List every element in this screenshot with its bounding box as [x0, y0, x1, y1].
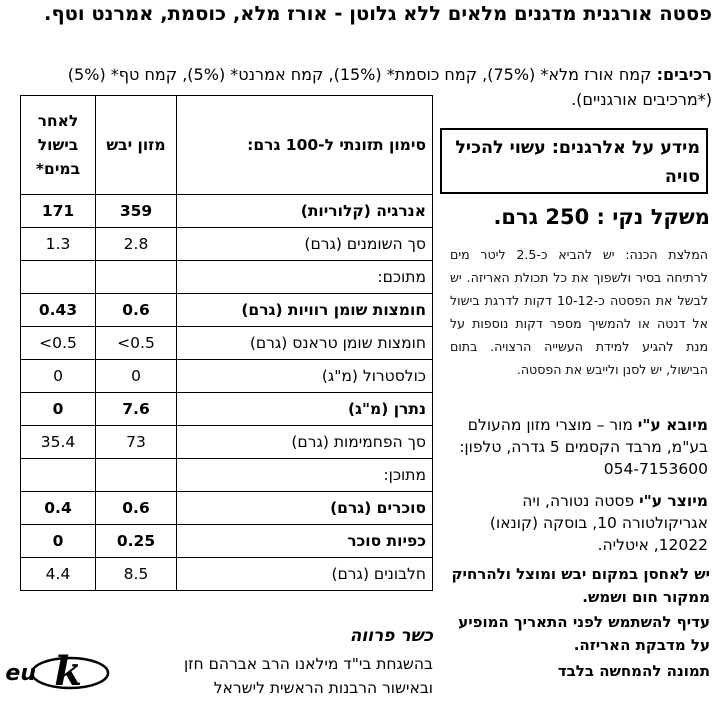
nutrition-row: [21, 327, 433, 360]
kosher-title: כשר פרווה: [349, 626, 433, 646]
nutrient-name: נתרן (מ"ג): [177, 393, 433, 426]
svg-text:eu: eu: [5, 661, 36, 686]
nutrition-row: [21, 261, 433, 294]
importer-label: מיובא ע"י: [637, 416, 708, 434]
cooked-value: [21, 261, 96, 294]
kosher-logo-graphic: [5, 648, 120, 695]
dry-value: 0.25: [96, 525, 177, 558]
cooked-value: 4.4: [21, 558, 96, 591]
nutrient-name: מתוכן:: [177, 459, 433, 492]
nutrient-name: חומצות שומן טראנס (גרם): [177, 327, 433, 360]
nutrient-name: כולסטרול (מ"ג): [177, 360, 433, 393]
dry-value: [96, 459, 177, 492]
ingredients-text: קמח אורז מלא* (75%), קמח כוסמת* (15%), קמח אמרנט* (5%), קמח טף* (5%) (*מרכיבים אורגניים).: [67, 65, 712, 109]
cooked-value: 0: [21, 525, 96, 558]
svg-text:k: k: [54, 648, 82, 695]
cooked-value: 0.43: [21, 294, 96, 327]
nutrition-row: [21, 459, 433, 492]
nutrition-row: [21, 195, 433, 228]
allergen-box: מידע על אלרגנים: עשוי להכיל סויה: [440, 128, 708, 194]
nutrition-row: [21, 426, 433, 459]
importer-info: [450, 414, 708, 480]
cooked-value: 171: [21, 195, 96, 228]
net-weight: משקל נקי : 250 גרם.: [493, 205, 710, 229]
dry-value: 0.6: [96, 492, 177, 525]
nutrition-row: [21, 294, 433, 327]
manufacturer-label: מיוצר ע"י: [639, 492, 708, 510]
dry-value: [96, 261, 177, 294]
nutrient-name: סוכרים (גרם): [177, 492, 433, 525]
nutrition-header-dry: מזון יבש: [96, 96, 177, 195]
nutrition-header-name: סימון תזונתי ל-100 גרם:: [177, 96, 433, 195]
image-disclaimer: תמונה להמחשה בלבד: [557, 662, 710, 680]
dry-value: 359: [96, 195, 177, 228]
nutrition-row: [21, 228, 433, 261]
dry-value: 8.5: [96, 558, 177, 591]
nutrition-row: [21, 558, 433, 591]
nutrition-row: [21, 393, 433, 426]
nutrient-name: סך הפחמימות (גרם): [177, 426, 433, 459]
nutrient-name: סך השומנים (גרם): [177, 228, 433, 261]
cooked-value: 0.4: [21, 492, 96, 525]
dry-value: 2.8: [96, 228, 177, 261]
dry-value: 0: [96, 360, 177, 393]
importer-text: מור – מוצרי מזון מהעולם בע"מ, מרבד הקסמים 5 גדרה, טלפון: 054-7153600: [459, 416, 708, 478]
cooked-value: 0: [21, 360, 96, 393]
cooked-value: 0.5>: [21, 327, 96, 360]
kosher-logo: [5, 648, 120, 697]
cooked-value: 1.3: [21, 228, 96, 261]
best-before-note: עדיף להשתמש לפני התאריך המופיע על מדבקת האריזה.: [458, 613, 710, 654]
nutrient-name: כפיות סוכר: [177, 525, 433, 558]
manufacturer-text: פסטה נטורה, ויה אגריקולטורה 10, בוסקה (קונאו) 12022, איטליה.: [489, 492, 708, 554]
dry-value: 7.6: [96, 393, 177, 426]
manufacturer-info: [450, 490, 708, 556]
preparation-instructions: המלצת הכנה: יש להביא כ-2.5 ליטר מים לרתיחה בסיר ולשפוך את כל תכולת האריזה. יש לבשל את הפסטה כ-10-12 דקות לדרגת בישול אל דנטה או להמשיך מספר דקות נוספות על מנת להגיע למידת העשייה הרצויה. בתום הבישול, יש לסנן ולייבש את הפסטה.: [450, 247, 709, 377]
dry-value: 0.6: [96, 294, 177, 327]
cooked-value: 35.4: [21, 426, 96, 459]
nutrient-name: אנרגיה (קלוריות): [177, 195, 433, 228]
dry-value: 73: [96, 426, 177, 459]
nutrition-table: [20, 95, 433, 591]
nutrition-row: [21, 525, 433, 558]
cooked-value: [21, 459, 96, 492]
kosher-text: בהשגחת בי"ד מילאנו הרב אברהם חזן ובאישור הרבנות הראשית לישראל: [183, 655, 433, 697]
nutrition-header-row: [21, 96, 433, 195]
nutrition-row: [21, 492, 433, 525]
nutrient-name: חומצות שומן רוויות (גרם): [177, 294, 433, 327]
nutrition-header-cooked: לאחר בישול במים*: [21, 96, 96, 195]
nutrient-name: מתוכם:: [177, 261, 433, 294]
product-title: פסטה אורגנית מדגנים מלאים ללא גלוטן - אורז מלא, כוסמת, אמרנט וטף.: [44, 2, 712, 25]
ingredients-label: רכיבים:: [656, 65, 712, 84]
dry-value: 0.5>: [96, 327, 177, 360]
storage-note: יש לאחסן במקום יבש ומוצל ולהרחיק ממקור חום ושמש.: [451, 565, 710, 606]
nutrition-row: [21, 360, 433, 393]
nutrient-name: חלבונים (גרם): [177, 558, 433, 591]
cooked-value: 0: [21, 393, 96, 426]
